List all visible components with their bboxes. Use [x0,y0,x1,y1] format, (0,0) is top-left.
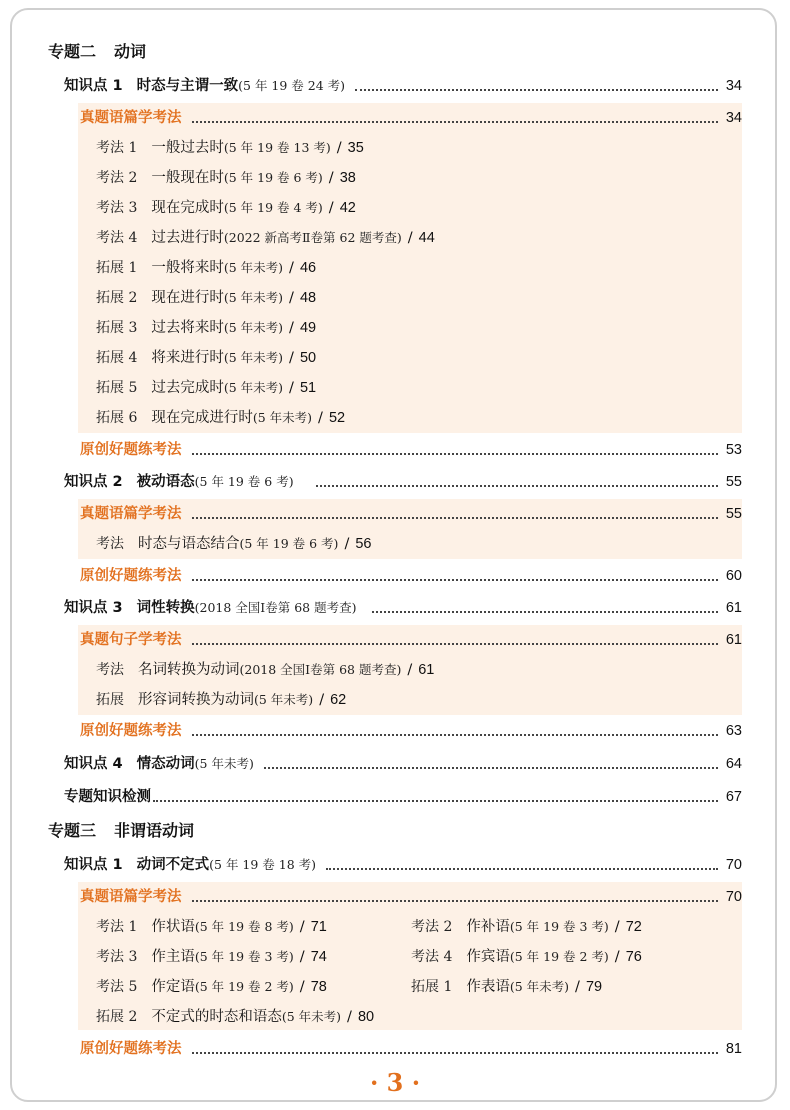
slash-separator: / [289,259,294,276]
item-title: 形容词转换为动词 [138,691,254,708]
item-source: (5 年未考) [509,978,570,994]
kp-source: (2018 全国Ⅰ卷第 68 题考查) [194,599,357,615]
item-source: (5 年未考) [223,259,284,275]
list-item[interactable] [78,529,742,559]
item-source: (5 年 19 卷 3 考) [509,918,609,934]
slash-separator: / [289,379,294,396]
item-label: 考法 2 [96,170,138,186]
item-title: 现在进行时 [151,289,224,306]
knowledge-check-row[interactable] [64,782,742,812]
item-source: (5 年 19 卷 6 考) [239,535,339,551]
item-title: 一般将来时 [151,259,224,276]
page-number: 63 [725,722,742,739]
slash-separator: / [407,661,413,678]
item-label: 考法 1 [96,140,138,156]
slash-separator: / [289,319,294,336]
topic-title: 动词 [114,42,147,61]
item-page: 38 [339,169,356,186]
section-label: 真题语篇学考法 [80,109,182,126]
list-item[interactable] [78,655,742,685]
list-item[interactable] [96,223,435,253]
section-row[interactable] [78,103,742,133]
list-item[interactable] [96,313,316,343]
item-page: 35 [347,139,364,156]
item-label: 拓展 [96,692,124,708]
section-label: 原创好题练考法 [80,1040,182,1057]
leader-dots [326,867,718,870]
leader-dots [316,484,718,487]
slash-separator: / [347,1008,352,1025]
page-number: 70 [725,856,742,873]
item-source: (2022 新高考Ⅱ卷第 62 题考查) [223,229,402,245]
page-number: 53 [725,441,742,458]
slash-separator: / [328,199,334,216]
kp-title: 被动语态 [136,473,195,490]
leader-dots [153,799,718,802]
item-label: 考法 2 [411,919,453,935]
item-title: 作主语 [151,948,195,965]
item-title: 作宾语 [466,948,510,965]
page-number: 61 [725,599,742,616]
item-source: (5 年 19 卷 6 考) [223,169,323,185]
list-item[interactable] [96,1002,374,1032]
section-row[interactable] [78,1034,742,1064]
leader-dots [192,899,718,902]
item-page: 76 [625,948,642,965]
item-page: 72 [625,918,642,935]
item-title: 现在完成时 [151,199,224,216]
slash-separator: / [318,409,323,426]
item-source: (5 年未考) [223,379,284,395]
item-label: 考法 3 [96,200,138,216]
item-title: 作补语 [466,918,510,935]
knowledge-point-row[interactable] [64,467,742,497]
slash-separator: / [299,918,305,935]
kp-title: 时态与主谓一致 [136,77,239,94]
item-source: (5 年未考) [223,319,284,335]
item-title: 一般过去时 [151,139,224,156]
list-item[interactable] [96,163,356,193]
leader-dots [192,452,718,455]
list-item[interactable] [96,972,327,1002]
page-number: 70 [725,888,742,905]
topic-title: 非谓语动词 [114,821,195,840]
item-page: 74 [310,948,327,965]
page-number: 55 [725,473,742,490]
kp-title: 动词不定式 [136,856,210,873]
item-page: 48 [299,289,317,306]
item-title: 现在完成进行时 [151,409,253,426]
list-item[interactable] [96,942,327,972]
item-label: 拓展 3 [96,320,138,336]
footer-page-number: · 3 · [369,1068,421,1097]
list-item[interactable] [411,912,642,942]
slash-separator: / [614,918,620,935]
leader-dots [372,610,717,613]
page-number: 64 [725,755,742,772]
slash-separator: / [575,978,580,995]
item-source: (5 年 19 卷 4 考) [223,199,323,215]
kp-source: (5 年 19 卷 18 考) [209,856,317,872]
section-label: 真题语篇学考法 [80,888,182,905]
slash-separator: / [289,349,294,366]
item-page: 44 [418,229,435,246]
item-page: 71 [310,918,327,935]
item-label: 考法 5 [96,979,138,995]
page-number: 34 [725,77,742,94]
slash-separator: / [299,978,305,995]
section-label: 原创好题练考法 [80,441,182,458]
item-title: 不定式的时态和语态 [151,1008,282,1025]
section-label: 原创好题练考法 [80,567,182,584]
kp-number: 知识点 3 [64,599,123,616]
item-page: 46 [299,259,317,276]
page-number: 61 [725,631,742,648]
list-item[interactable] [96,912,327,942]
check-title: 专题知识检测 [64,788,151,805]
item-page: 42 [339,199,356,216]
section-label: 真题语篇学考法 [80,505,182,522]
item-label: 拓展 2 [96,1009,138,1025]
item-page: 52 [328,409,346,426]
list-item[interactable] [411,942,642,972]
item-title: 名词转换为动词 [138,661,240,678]
topic-heading[interactable] [48,816,194,846]
leader-dots [355,88,718,91]
section-label: 原创好题练考法 [80,722,182,739]
leader-dots [192,642,718,645]
item-source: (5 年 19 卷 8 考) [194,918,294,934]
item-page: 51 [299,379,317,396]
leader-dots [192,578,718,581]
kp-source: (5 年 19 卷 24 考) [238,77,346,93]
section-row[interactable] [78,625,742,655]
kp-title: 词性转换 [136,599,195,616]
section-row[interactable] [78,499,742,529]
item-source: (5 年 19 卷 3 考) [194,948,294,964]
knowledge-point-row[interactable] [64,749,742,779]
section-row[interactable] [78,716,742,746]
slash-separator: / [614,948,620,965]
kp-number: 知识点 2 [64,473,123,490]
item-title: 过去进行时 [151,229,224,246]
topic-heading[interactable] [48,37,146,67]
item-label: 拓展 4 [96,350,138,366]
item-label: 考法 4 [96,230,138,246]
list-item[interactable] [96,373,316,403]
leader-dots [192,1051,718,1054]
list-item[interactable] [96,253,316,283]
slash-separator: / [319,691,325,708]
item-source: (5 年未考) [281,1008,342,1024]
list-item[interactable] [96,283,316,313]
item-title: 将来进行时 [151,349,224,366]
item-page: 79 [585,978,603,995]
item-page: 49 [299,319,317,336]
item-label: 拓展 1 [411,979,453,995]
slash-separator: / [344,535,350,552]
item-title: 时态与语态结合 [138,535,240,552]
item-source: (5 年 19 卷 2 考) [509,948,609,964]
slash-separator: / [289,289,294,306]
kp-number: 知识点 1 [64,856,123,873]
item-source: (5 年未考) [223,349,284,365]
item-source: (5 年未考) [223,289,284,305]
topic-label: 专题三 [48,821,97,840]
kp-number: 知识点 4 [64,755,123,772]
item-page: 78 [310,978,327,995]
item-label: 考法 3 [96,949,138,965]
item-source: (2018 全国Ⅰ卷第 68 题考查) [239,661,402,677]
item-page: 56 [355,535,372,552]
page-number: 55 [725,505,742,522]
item-title: 作定语 [151,978,195,995]
leader-dots [192,516,718,519]
item-label: 考法 [96,662,124,678]
list-item[interactable] [411,972,602,1002]
item-source: (5 年 19 卷 2 考) [194,978,294,994]
topic-label: 专题二 [48,42,97,61]
page-number: 34 [725,109,742,126]
slash-separator: / [328,169,334,186]
item-title: 过去将来时 [151,319,224,336]
leader-dots [264,766,718,769]
knowledge-point-row[interactable] [64,593,742,623]
knowledge-point-row[interactable] [64,71,742,101]
page-number: 67 [725,788,742,805]
item-title: 作状语 [151,918,195,935]
item-source: (5 年 19 卷 13 考) [223,139,331,155]
item-label: 考法 4 [411,949,453,965]
item-label: 拓展 6 [96,410,138,426]
kp-title: 情态动词 [136,755,195,772]
slash-separator: / [336,139,342,156]
list-item[interactable] [78,685,742,715]
leader-dots [192,120,718,123]
item-label: 考法 1 [96,919,138,935]
item-page: 61 [418,661,435,678]
item-label: 考法 [96,536,124,552]
section-row[interactable] [78,561,742,591]
item-page: 50 [299,349,317,366]
slash-separator: / [299,948,305,965]
item-label: 拓展 5 [96,380,138,396]
section-row[interactable] [78,435,742,465]
list-item[interactable] [96,403,345,433]
list-item[interactable] [96,193,356,223]
page-number: 60 [725,567,742,584]
item-source: (5 年未考) [254,691,314,707]
list-item[interactable] [96,343,316,373]
kp-number: 知识点 1 [64,77,123,94]
kp-source: (5 年未考) [194,755,254,771]
kp-source: (5 年 19 卷 6 考) [194,473,294,489]
list-item[interactable] [96,133,364,163]
page-number: 81 [725,1040,742,1057]
section-row[interactable] [78,882,742,912]
slash-separator: / [407,229,413,246]
item-title: 过去完成时 [151,379,224,396]
item-page: 62 [330,691,347,708]
section-label: 真题句子学考法 [80,631,182,648]
knowledge-point-row[interactable] [64,850,742,880]
item-label: 拓展 1 [96,260,138,276]
leader-dots [192,733,718,736]
item-title: 作表语 [466,978,510,995]
item-source: (5 年未考) [252,409,313,425]
item-page: 80 [357,1008,375,1025]
item-title: 一般现在时 [151,169,224,186]
item-label: 拓展 2 [96,290,138,306]
